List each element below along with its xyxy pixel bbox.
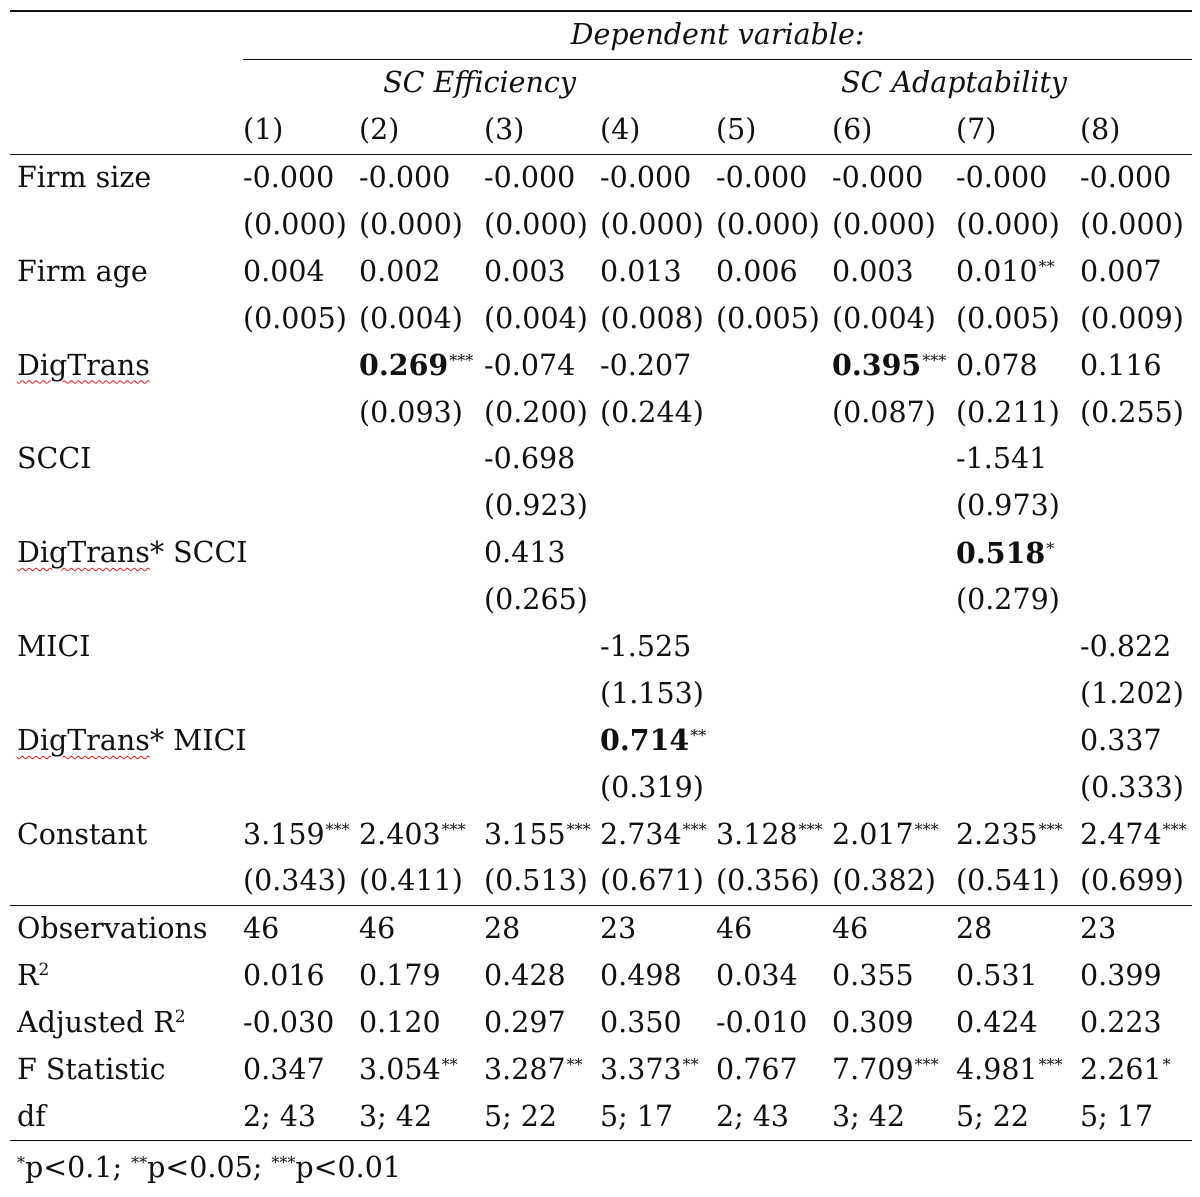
stat-cell: 5; 22 <box>956 1093 1080 1140</box>
significance-stars: *** <box>1038 819 1063 839</box>
coef-cell <box>600 530 716 577</box>
coef-cell <box>956 530 1080 577</box>
se-cell <box>359 764 484 811</box>
se-cell: (0.009) <box>1080 301 1184 335</box>
stat-cell: 0.428 <box>484 959 566 993</box>
column-header: (5) <box>716 107 832 154</box>
se-cell: (0.279) <box>956 583 1060 617</box>
significance-stars: ** <box>1038 256 1055 276</box>
stat-cell: 0.355 <box>832 959 914 993</box>
coef-cell: -0.207 <box>600 348 692 382</box>
se-cell: (0.265) <box>484 583 588 617</box>
se-cell <box>359 670 484 717</box>
significance-stars: * <box>1046 538 1055 558</box>
group-header-row <box>10 59 1192 106</box>
significance-stars: ** <box>682 1055 699 1075</box>
stat-cell: 0.179 <box>359 959 441 993</box>
coef-cell: 0.003 <box>484 254 566 288</box>
column-header: (4) <box>600 107 716 154</box>
coef-cell <box>716 436 832 483</box>
firm-age-coef-row <box>10 248 1192 295</box>
coef-value: 0.395 <box>832 348 922 383</box>
se-cell <box>956 764 1080 811</box>
coef-cell <box>359 530 484 577</box>
coef-cell: -0.000 <box>600 161 692 195</box>
se-cell <box>243 389 359 436</box>
row-label-text: Adjusted R <box>17 1006 175 1040</box>
stat-cell: 0.120 <box>359 1006 441 1040</box>
column-header: (7) <box>956 107 1080 154</box>
stat-cell: 46 <box>716 905 832 952</box>
se-cell: (0.244) <box>600 395 704 429</box>
se-cell <box>832 483 956 530</box>
column-header: (2) <box>359 107 484 154</box>
stat-cell: 23 <box>600 905 716 952</box>
stat-cell: 5; 17 <box>600 1093 716 1140</box>
row-label <box>10 530 248 577</box>
digtrans-mici-coef-row <box>10 717 1192 764</box>
stat-cell: 0.399 <box>1080 959 1162 993</box>
stat-cell: 28 <box>956 905 1080 952</box>
coef-value: 0.518 <box>956 535 1046 570</box>
coef-cell <box>243 342 359 389</box>
se-cell <box>832 670 956 717</box>
stat-cell: 0.034 <box>716 959 798 993</box>
coef-cell: 0.006 <box>716 254 798 288</box>
coef-cell <box>484 717 600 764</box>
coef-value: 2.235 <box>956 817 1038 851</box>
se-cell: (0.411) <box>359 864 463 898</box>
se-cell: (0.004) <box>832 301 936 335</box>
stat-value: 0.767 <box>716 1053 798 1087</box>
coef-cell: 0.413 <box>484 536 566 570</box>
stat-value: 3.373 <box>600 1053 682 1087</box>
column-header: (1) <box>243 107 359 154</box>
significance-stars: ** <box>566 1055 583 1075</box>
se-cell: (0.000) <box>243 208 347 241</box>
coef-cell <box>359 436 484 483</box>
constant-se-row <box>10 858 1192 905</box>
column-number-row <box>10 107 1192 154</box>
coef-value: 3.159 <box>243 817 325 851</box>
coef-cell <box>484 624 600 671</box>
se-cell <box>484 764 600 811</box>
coef-cell <box>716 811 832 858</box>
significance-stars: *** <box>922 351 947 371</box>
significance-stars: * <box>1162 1055 1171 1075</box>
stat-cell: -0.030 <box>243 1006 335 1040</box>
coef-cell <box>1080 436 1192 483</box>
coef-cell <box>716 530 832 577</box>
significance-stars: *** <box>449 351 474 371</box>
coef-cell <box>716 342 832 389</box>
coef-cell: 0.002 <box>359 254 441 288</box>
se-cell <box>243 764 359 811</box>
se-cell <box>600 577 716 624</box>
stat-cell: 0.424 <box>956 1006 1038 1040</box>
stat-cell: 0.016 <box>243 959 325 993</box>
row-label-text: R <box>17 959 39 993</box>
se-cell: (0.211) <box>956 395 1060 429</box>
stat-cell: 0.498 <box>600 959 682 993</box>
coef-cell <box>600 436 716 483</box>
coef-cell: 0.007 <box>1080 254 1162 288</box>
se-cell: (0.004) <box>359 301 463 335</box>
digtrans-scci-se-row <box>10 577 1192 624</box>
coef-cell <box>243 624 359 671</box>
coef-value: 0.714 <box>600 723 690 758</box>
coef-cell <box>1080 811 1192 858</box>
stat-value: 3.287 <box>484 1053 566 1087</box>
se-cell: (0.000) <box>600 208 704 241</box>
coef-cell <box>359 624 484 671</box>
se-cell <box>243 483 359 530</box>
se-cell: (0.671) <box>600 864 704 898</box>
se-cell <box>600 483 716 530</box>
column-header: (8) <box>1080 107 1192 154</box>
stat-cell: 0.223 <box>1080 1006 1162 1040</box>
coef-cell <box>832 342 956 389</box>
coef-cell <box>243 811 359 858</box>
coef-cell <box>243 717 359 764</box>
coef-cell: -1.541 <box>956 442 1048 476</box>
se-cell: (0.005) <box>956 301 1060 335</box>
significance-stars: *** <box>566 819 591 839</box>
mici-coef-row <box>10 624 1192 671</box>
row-label: MICI <box>17 630 91 664</box>
se-cell: (0.255) <box>1080 395 1184 429</box>
coef-cell: 0.004 <box>243 254 325 288</box>
stat-cell <box>484 1047 600 1094</box>
scci-se-row <box>10 483 1192 530</box>
digtrans-scci-coef-row <box>10 530 1192 577</box>
note-text: p<0.05; <box>147 1151 272 1184</box>
stat-cell: 5; 17 <box>1080 1093 1192 1140</box>
coef-cell <box>484 811 600 858</box>
coef-cell <box>832 717 956 764</box>
firm-age-se-row <box>10 295 1192 342</box>
coef-cell <box>600 717 716 764</box>
coef-cell: 0.013 <box>600 254 682 288</box>
se-cell <box>1080 483 1192 530</box>
stat-cell: 0.350 <box>600 1006 682 1040</box>
coef-cell: 0.337 <box>1080 723 1162 757</box>
significance-stars: *** <box>441 819 466 839</box>
row-label-part: DigTrans <box>17 723 150 757</box>
se-cell: (0.000) <box>956 208 1060 241</box>
coef-cell <box>716 717 832 764</box>
significance-stars: *** <box>914 1055 939 1075</box>
stat-cell: 46 <box>832 905 956 952</box>
observations-row <box>10 905 1192 952</box>
coef-cell: -0.000 <box>1080 161 1172 195</box>
se-cell <box>243 577 359 624</box>
coef-cell: -0.074 <box>484 348 576 382</box>
stat-value: 4.981 <box>956 1053 1038 1087</box>
coef-cell <box>600 811 716 858</box>
row-label: Firm age <box>17 254 148 288</box>
row-label <box>10 1000 243 1047</box>
group-sc-efficiency: SC Efficiency <box>383 66 576 100</box>
coef-cell <box>832 436 956 483</box>
stat-cell <box>956 1047 1080 1094</box>
coef-value: 2.403 <box>359 817 441 851</box>
r-squared-row <box>10 953 1192 1000</box>
firm-size-se-row <box>10 202 1192 249</box>
se-cell: (0.005) <box>716 301 820 335</box>
significance-stars: *** <box>798 819 823 839</box>
se-cell: (0.000) <box>484 208 588 241</box>
se-cell <box>716 483 832 530</box>
significance-stars: ** <box>441 1055 458 1075</box>
se-cell: (0.008) <box>600 301 704 335</box>
se-cell: (1.153) <box>600 676 704 710</box>
note-text: p<0.1; <box>25 1151 132 1184</box>
se-cell: (0.382) <box>832 864 936 898</box>
coef-cell <box>832 811 956 858</box>
se-cell: (0.319) <box>600 770 704 804</box>
coef-cell <box>956 717 1080 764</box>
stat-cell <box>716 1047 832 1094</box>
stat-cell: 2; 43 <box>716 1093 832 1140</box>
row-label: Observations <box>10 905 243 952</box>
stat-cell: 2; 43 <box>243 1093 359 1140</box>
firm-size-coef-row <box>10 154 1192 201</box>
se-cell: (0.356) <box>716 864 820 898</box>
superscript: 2 <box>174 1007 186 1028</box>
coef-value: 2.734 <box>600 817 682 851</box>
coef-cell: 0.003 <box>832 254 914 288</box>
digtrans-mici-se-row <box>10 764 1192 811</box>
coef-value: 3.155 <box>484 817 566 851</box>
se-cell: (0.087) <box>832 395 936 429</box>
coef-cell <box>359 717 484 764</box>
coef-cell: -0.698 <box>484 442 576 476</box>
note-star: * <box>17 1153 25 1172</box>
coef-cell <box>1080 530 1192 577</box>
significance-stars: ** <box>690 726 707 746</box>
se-cell: (0.004) <box>484 301 588 335</box>
coef-cell: -0.000 <box>359 161 451 195</box>
row-label <box>10 953 243 1000</box>
stat-cell: 23 <box>1080 905 1192 952</box>
significance-stars: *** <box>1162 819 1187 839</box>
coef-cell: -1.525 <box>600 630 692 664</box>
digtrans-se-row <box>10 389 1192 436</box>
superscript: 2 <box>38 960 50 981</box>
group-sc-adaptability: SC Adaptability <box>841 66 1068 100</box>
stat-cell: 46 <box>359 905 484 952</box>
se-cell <box>1080 577 1192 624</box>
se-cell <box>716 389 832 436</box>
row-label: df <box>10 1093 243 1140</box>
coef-cell <box>956 624 1080 671</box>
coef-cell <box>832 624 956 671</box>
se-cell: (0.093) <box>359 395 463 429</box>
coef-cell: -0.000 <box>832 161 924 195</box>
coef-value: 2.017 <box>832 817 914 851</box>
row-label-part: DigTrans <box>17 536 150 570</box>
stat-cell: 46 <box>243 905 359 952</box>
significance-stars: *** <box>682 819 707 839</box>
stat-cell: -0.010 <box>716 1006 808 1040</box>
significance-stars: *** <box>325 819 350 839</box>
stat-cell: 0.309 <box>832 1006 914 1040</box>
se-cell <box>716 764 832 811</box>
se-cell <box>716 577 832 624</box>
se-cell <box>359 483 484 530</box>
row-label <box>10 717 247 764</box>
coef-cell <box>359 342 484 389</box>
note-star: *** <box>271 1153 296 1172</box>
coef-cell: -0.000 <box>956 161 1048 195</box>
coef-cell: 0.116 <box>1080 348 1162 382</box>
coef-cell <box>956 248 1080 295</box>
coef-cell: 0.078 <box>956 348 1038 382</box>
adjusted-r-squared-row <box>10 1000 1192 1047</box>
stat-cell <box>1080 1047 1192 1094</box>
stat-value: 2.261 <box>1080 1053 1162 1087</box>
coef-cell: -0.822 <box>1080 630 1172 664</box>
row-label: Constant <box>17 817 148 851</box>
significance-stars: *** <box>1038 1055 1063 1075</box>
stat-value: 3.054 <box>359 1053 441 1087</box>
coef-cell: -0.000 <box>716 161 808 195</box>
row-label-part: * MICI <box>149 723 247 757</box>
se-cell: (0.343) <box>243 864 347 898</box>
stat-value: 0.347 <box>243 1053 325 1087</box>
digtrans-coef-row <box>10 342 1192 389</box>
note-text: p<0.01 <box>295 1151 401 1184</box>
se-cell <box>716 670 832 717</box>
mici-se-row <box>10 670 1192 717</box>
coef-cell: -0.000 <box>484 161 576 195</box>
row-label: SCCI <box>17 442 92 476</box>
stat-cell: 5; 22 <box>484 1093 600 1140</box>
coef-value: 0.269 <box>359 348 449 383</box>
stat-cell: 28 <box>484 905 600 952</box>
se-cell: (0.005) <box>243 301 347 335</box>
row-label: DigTrans <box>17 348 150 382</box>
stat-value: 7.709 <box>832 1053 914 1087</box>
stat-cell <box>243 1047 359 1094</box>
coef-cell <box>243 530 359 577</box>
coef-value: 0.010 <box>956 254 1038 288</box>
se-cell: (0.000) <box>716 208 820 241</box>
coef-cell <box>243 436 359 483</box>
note-star: ** <box>131 1153 148 1172</box>
se-cell: (0.923) <box>484 489 588 523</box>
stat-cell: 0.297 <box>484 1006 566 1040</box>
column-header: (3) <box>484 107 600 154</box>
dependent-variable-header: Dependent variable: <box>243 11 1192 59</box>
se-cell: (0.200) <box>484 395 588 429</box>
se-cell <box>956 670 1080 717</box>
se-cell <box>359 577 484 624</box>
se-cell: (0.000) <box>832 208 936 241</box>
df-row <box>10 1093 1192 1140</box>
f-statistic-row <box>10 1047 1192 1094</box>
coef-value: 3.128 <box>716 817 798 851</box>
se-cell: (0.333) <box>1080 770 1184 804</box>
significance-stars: *** <box>914 819 939 839</box>
stat-cell <box>600 1047 716 1094</box>
se-cell: (0.000) <box>359 208 463 241</box>
se-cell: (0.699) <box>1080 864 1184 898</box>
coef-cell <box>359 811 484 858</box>
se-cell <box>832 577 956 624</box>
row-label-part: * SCCI <box>149 536 248 570</box>
coef-value: 2.474 <box>1080 817 1162 851</box>
stat-cell: 3; 42 <box>832 1093 956 1140</box>
stat-cell: 3; 42 <box>359 1093 484 1140</box>
stat-cell: 0.531 <box>956 959 1038 993</box>
row-label: F Statistic <box>17 1053 166 1087</box>
se-cell: (0.513) <box>484 864 588 898</box>
stat-cell <box>832 1047 956 1094</box>
constant-coef-row <box>10 811 1192 858</box>
coef-cell <box>832 530 956 577</box>
se-cell: (0.000) <box>1080 208 1184 241</box>
column-header: (6) <box>832 107 956 154</box>
significance-note <box>17 1151 401 1184</box>
dependent-variable-row <box>10 11 1192 59</box>
coef-cell <box>716 624 832 671</box>
se-cell: (1.202) <box>1080 676 1184 710</box>
scci-coef-row <box>10 436 1192 483</box>
regression-table <box>10 10 1192 1141</box>
se-cell: (0.973) <box>956 489 1060 523</box>
se-cell <box>243 670 359 717</box>
se-cell <box>484 670 600 717</box>
row-label: Firm size <box>17 161 152 195</box>
stat-cell <box>359 1047 484 1094</box>
se-cell: (0.541) <box>956 864 1060 898</box>
se-cell <box>832 764 956 811</box>
coef-cell <box>956 811 1080 858</box>
coef-cell: -0.000 <box>243 161 335 195</box>
